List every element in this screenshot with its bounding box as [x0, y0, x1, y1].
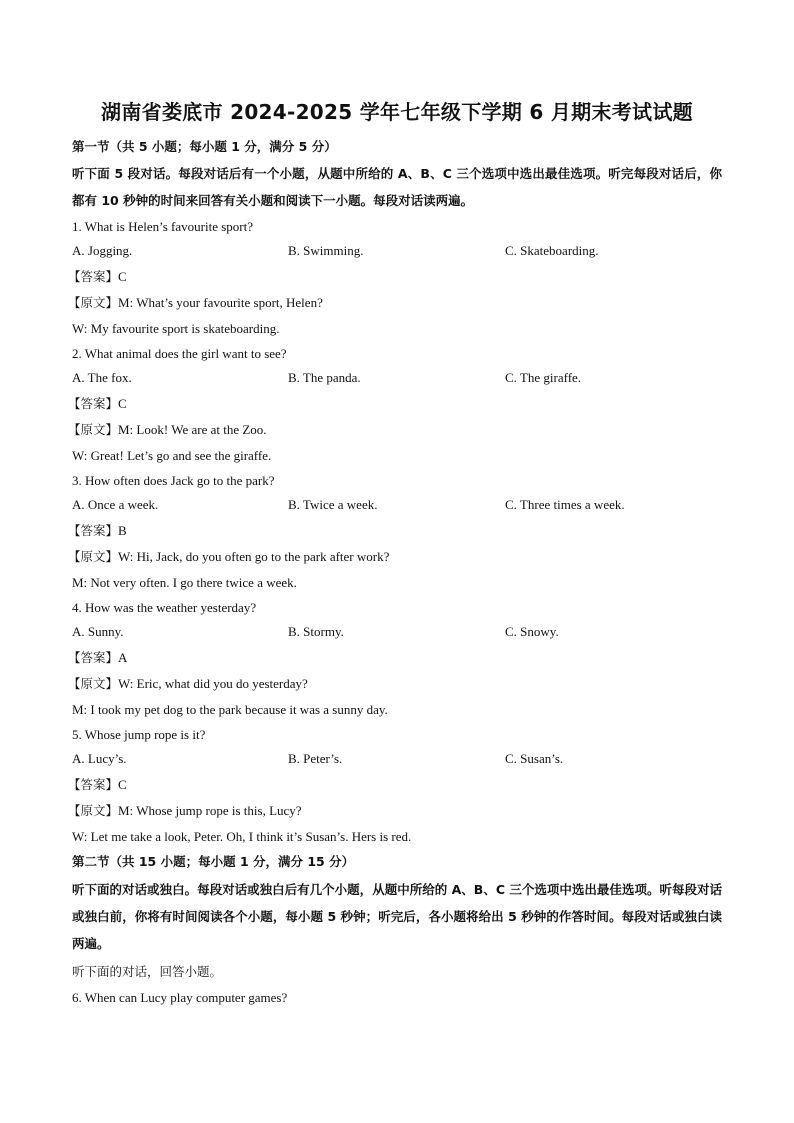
option-c: C. The giraffe. [505, 370, 582, 385]
section2-instructions: 听下面的对话或独白。每段对话或独白后有几个小题，从题中所给的 A、B、C 三个选项中选出最佳选项。听每段对话或独白前，你将有时间阅读各个小题，每小题 5 秒钟；听完后，各小题将给出 5 秒钟的作答时间。每段对话或独白读两遍。 [72, 882, 722, 951]
transcript-reply: W: My favourite sport is skateboarding. [72, 321, 280, 336]
answer-value: C [118, 396, 127, 411]
answer-line [68, 268, 718, 286]
answer-label: 【答案】 [68, 523, 119, 538]
transcript-label: 【原文】 [68, 295, 119, 310]
answer-label: 【答案】 [68, 269, 119, 284]
section2-header: 第二节（共 15 小题；每小题 1 分，满分 15 分） [72, 854, 355, 869]
answer-value: C [118, 777, 127, 792]
section2-subheading: 听下面的对话，回答小题。 [72, 964, 223, 979]
answer-line [68, 522, 718, 540]
section1-instructions: 听下面 5 段对话。每段对话后有一个小题，从题中所给的 A、B、C 三个选项中选出最佳选项。听完每段对话后，你都有 10 秒钟的时间来回答有关小题和阅读下一小题。每段对话读两遍。 [72, 166, 722, 208]
transcript-text: W: Eric, what did you do yesterday? [118, 676, 308, 691]
question-text: 3. How often does Jack go to the park? [72, 473, 275, 488]
option-b: B. Stormy. [288, 624, 344, 639]
option-a: A. Once a week. [72, 497, 159, 512]
transcript-reply: M: I took my pet dog to the park because it was a sunny day. [72, 702, 388, 717]
page-title: 湖南省娄底市 2024-2025 学年七年级下学期 6 月期末考试试题 [101, 100, 693, 124]
option-a: A. The fox. [72, 370, 132, 385]
transcript-line [68, 802, 718, 820]
option-c: C. Susan’s. [505, 751, 564, 766]
transcript-reply: W: Great! Let’s go and see the giraffe. [72, 448, 272, 463]
answer-label: 【答案】 [68, 396, 119, 411]
transcript-text: M: Whose jump rope is this, Lucy? [118, 803, 302, 818]
question-text: 1. What is Helen’s favourite sport? [72, 219, 253, 234]
answer-value: B [118, 523, 127, 538]
option-c: C. Snowy. [505, 624, 559, 639]
transcript-label: 【原文】 [68, 803, 119, 818]
answer-value: C [118, 269, 127, 284]
question-text: 2. What animal does the girl want to see? [72, 346, 287, 361]
answer-line [68, 395, 718, 413]
transcript-text: M: Look! We are at the Zoo. [118, 422, 267, 437]
transcript-label: 【原文】 [68, 676, 119, 691]
transcript-label: 【原文】 [68, 422, 119, 437]
answer-label: 【答案】 [68, 777, 119, 792]
section1-header: 第一节（共 5 小题；每小题 1 分，满分 5 分） [72, 139, 337, 154]
transcript-text: M: What’s your favourite sport, Helen? [118, 295, 323, 310]
transcript-text: W: Hi, Jack, do you often go to the park after work? [118, 549, 390, 564]
option-b: B. The panda. [288, 370, 361, 385]
transcript-line [68, 421, 718, 439]
answer-label: 【答案】 [68, 650, 119, 665]
question-6: 6. When can Lucy play computer games? [72, 990, 288, 1005]
question-text: 4. How was the weather yesterday? [72, 600, 257, 615]
option-c: C. Three times a week. [505, 497, 625, 512]
transcript-line [68, 675, 718, 693]
transcript-label: 【原文】 [68, 549, 119, 564]
transcript-reply: W: Let me take a look, Peter. Oh, I think it’s Susan’s. Hers is red. [72, 829, 412, 844]
option-a: A. Sunny. [72, 624, 124, 639]
option-a: A. Jogging. [72, 243, 133, 258]
answer-value: A [118, 650, 128, 665]
option-b: B. Twice a week. [288, 497, 378, 512]
option-b: B. Peter’s. [288, 751, 343, 766]
transcript-line [68, 294, 718, 312]
answer-line [68, 776, 718, 794]
option-b: B. Swimming. [288, 243, 364, 258]
transcript-reply: M: Not very often. I go there twice a week. [72, 575, 297, 590]
option-c: C. Skateboarding. [505, 243, 599, 258]
answer-line [68, 649, 718, 667]
question-text: 5. Whose jump rope is it? [72, 727, 206, 742]
transcript-line [68, 548, 718, 566]
option-a: A. Lucy’s. [72, 751, 127, 766]
